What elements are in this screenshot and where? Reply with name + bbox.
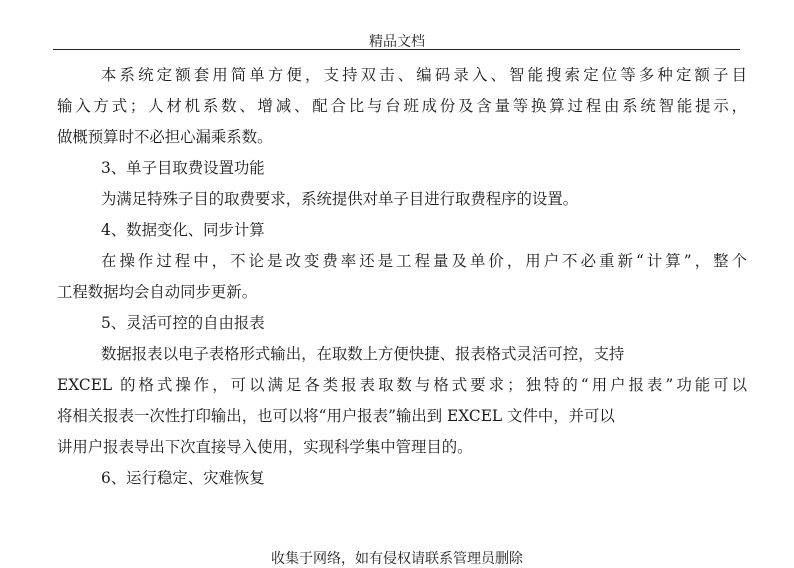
paragraph-line: 在操作过程中，不论是改变费率还是工程量及单价，用户不必重新“计算”，整个 (101, 252, 747, 270)
paragraph-line: EXCEL 的格式操作，可以满足各类报表取数与格式要求；独特的“用户报表”功能可以 (57, 376, 747, 394)
page-header-title: 精品文档 (369, 34, 425, 50)
paragraph-line: 为满足特殊子目的取费要求，系统提供对单子目进行取费程序的设置。 (101, 190, 579, 208)
header-divider (53, 49, 740, 50)
paragraph-line: 做概预算时不必担心漏乘系数。 (57, 128, 273, 146)
paragraph-line: 将相关报表一次性打印输出，也可以将“用户报表”输出到 EXCEL 文件中，并可以 (57, 407, 615, 425)
paragraph-line: 讲用户报表导出下次直接导入使用，实现科学集中管理目的。 (57, 438, 473, 456)
paragraph-line: 输入方式；人材机系数、增减、配合比与台班成份及含量等换算过程由系统智能提示， (57, 97, 747, 115)
section-heading-3: 3、单子目取费设置功能 (101, 159, 265, 177)
section-heading-6: 6、运行稳定、灾难恢复 (101, 469, 265, 487)
paragraph-line: 本系统定额套用简单方便，支持双击、编码录入、智能搜索定位等多种定额子目 (101, 66, 747, 84)
document-body (57, 60, 747, 494)
paragraph-line: 数据报表以电子表格形式输出，在取数上方便快捷、报表格式灵活可控，支持 (101, 345, 625, 363)
page-footer-note: 收集于网络，如有侵权请联系管理员删除 (271, 551, 523, 567)
paragraph-line: 工程数据均会自动同步更新。 (57, 283, 258, 301)
section-heading-5: 5、灵活可控的自由报表 (101, 314, 265, 332)
section-heading-4: 4、数据变化、同步计算 (101, 221, 265, 239)
